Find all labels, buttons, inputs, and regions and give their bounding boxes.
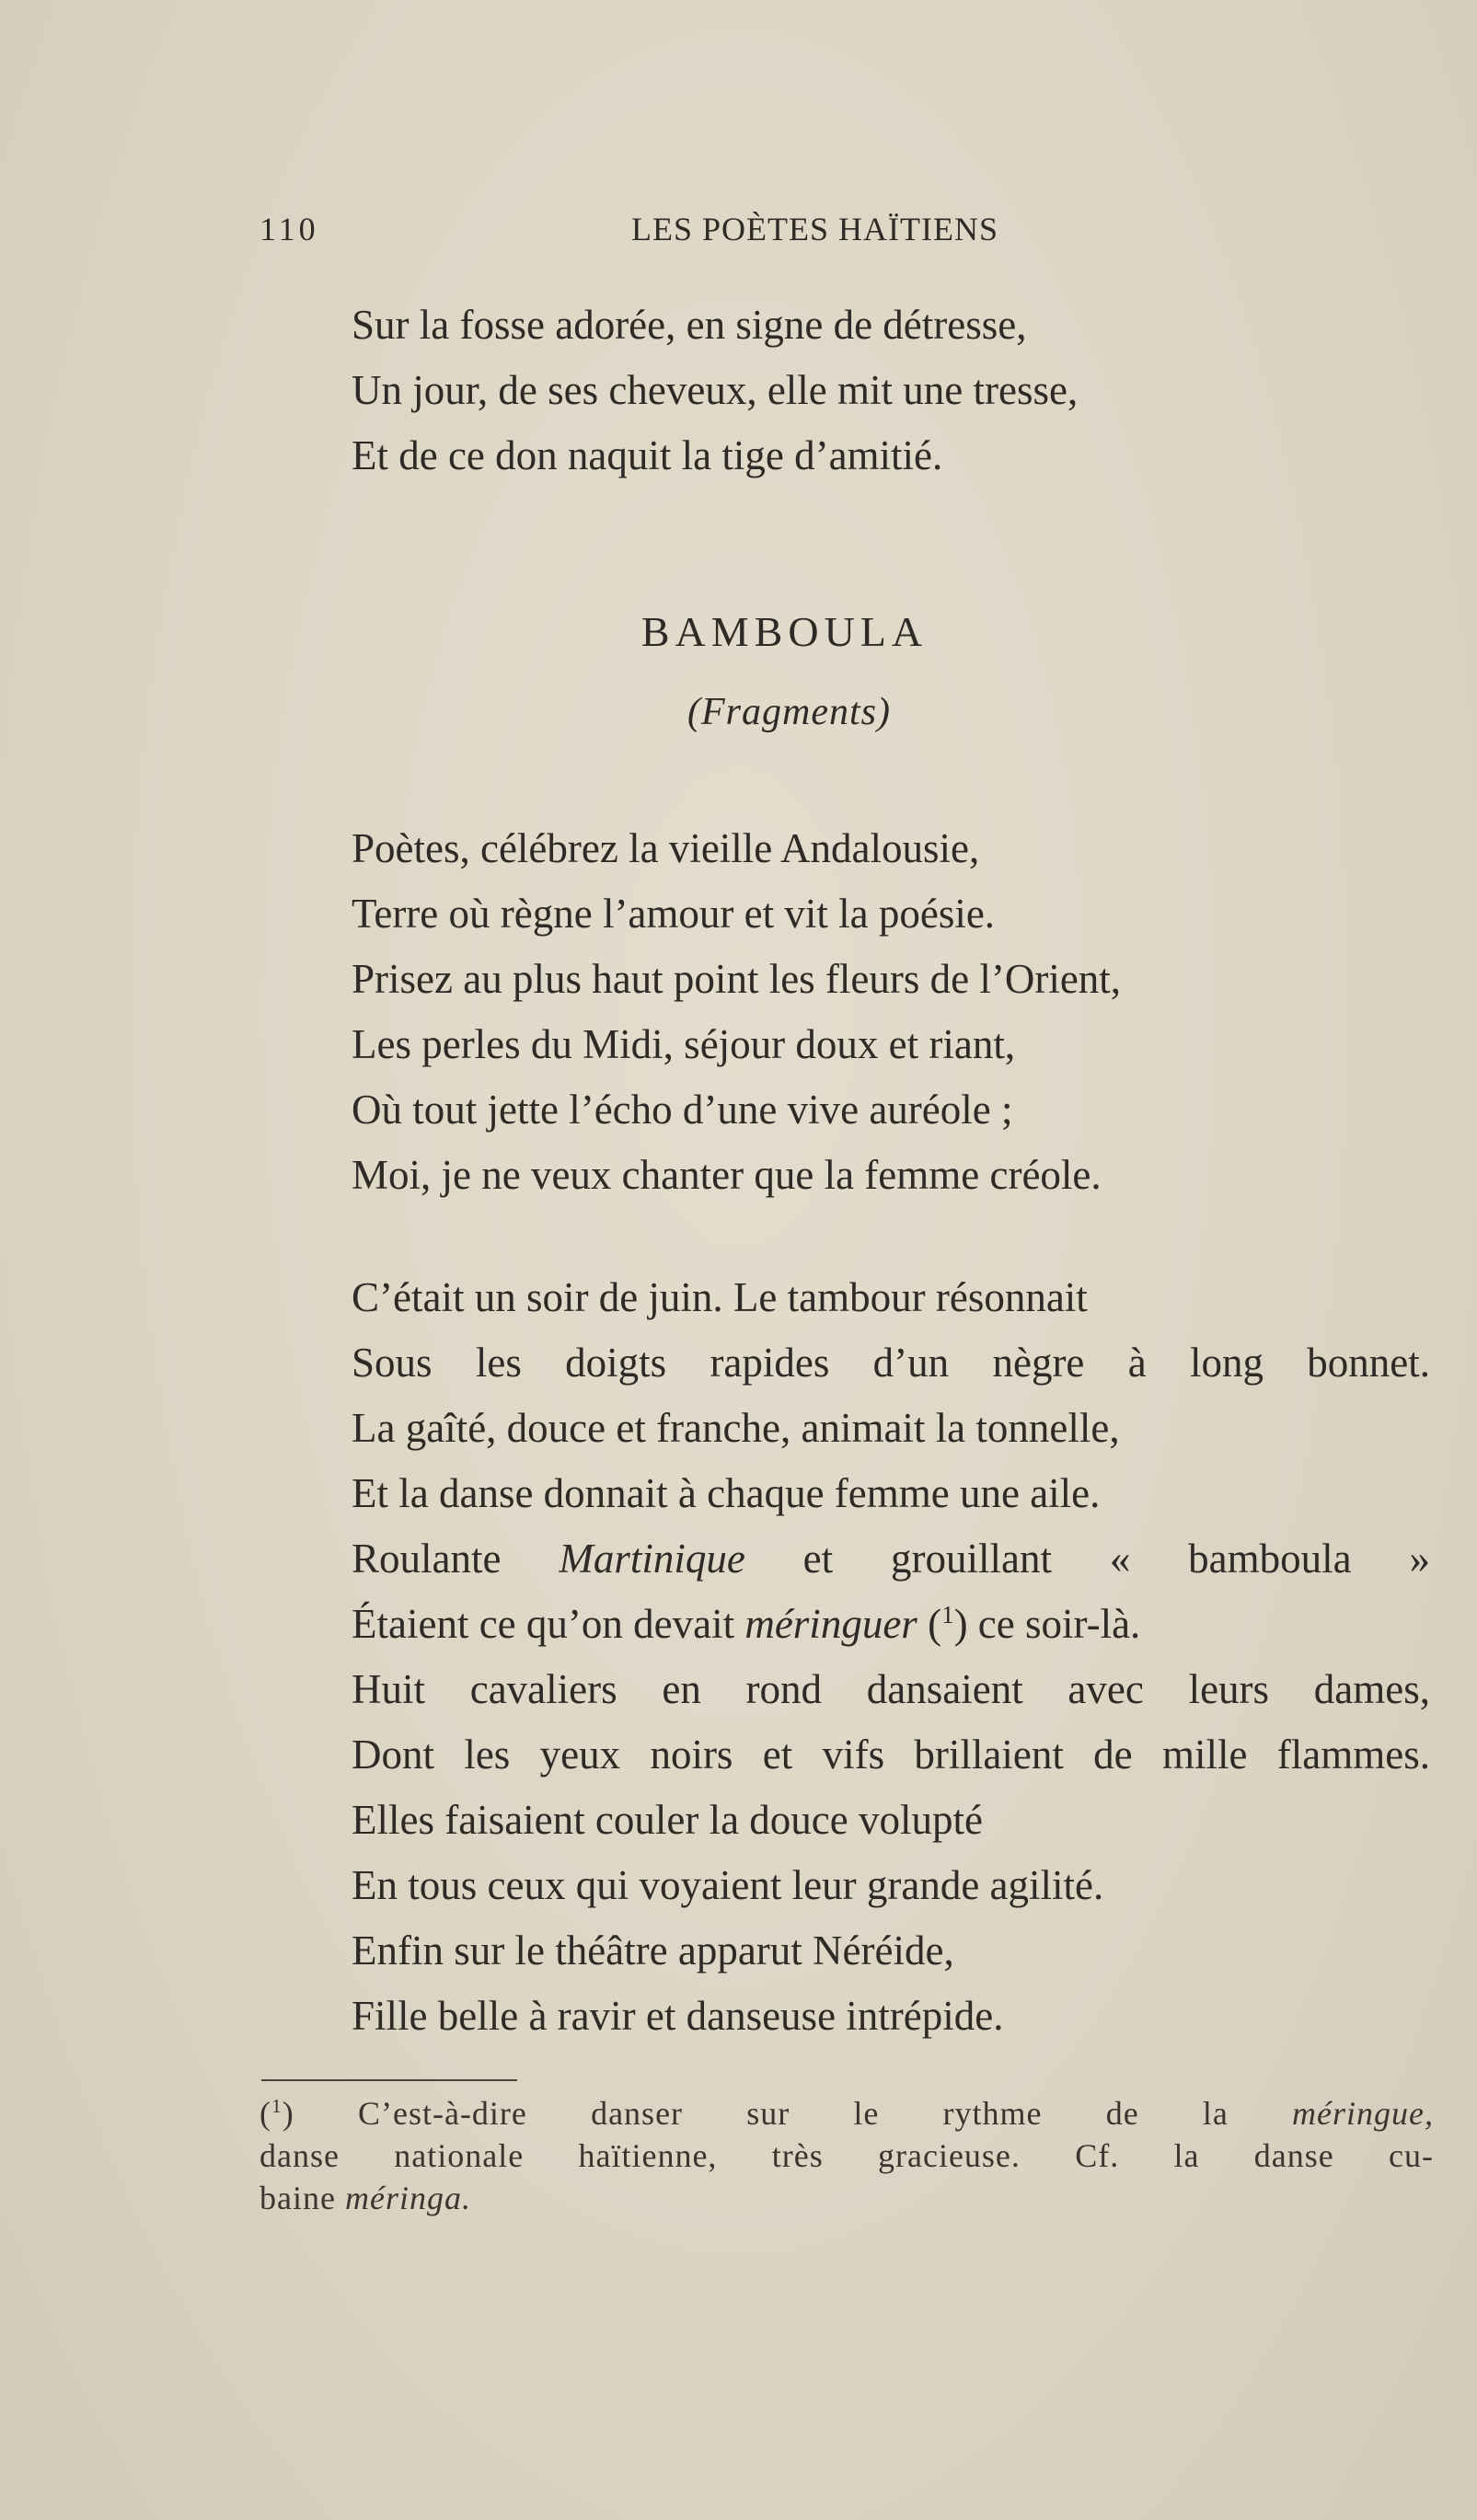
verse-line: Dont les yeux noirs et vifs brillaient de mille flammes. [352, 1732, 1430, 1778]
italic-term: méringuer [744, 1601, 917, 1647]
page-header [260, 210, 1364, 254]
verse-line: Sur la fosse adorée, en signe de détresse, [352, 302, 1027, 348]
verse-line [352, 1592, 1430, 1657]
verse-text: et grouillant « bamboula » [802, 1536, 1430, 1582]
footnote-text: baine [260, 2180, 336, 2216]
footnote-text: C’est-à-dire danser sur le rythme de la [357, 2095, 1229, 2132]
footnote-divider [261, 2079, 517, 2081]
verse-line: Elles faisaient couler la douce volupté [352, 1797, 983, 1843]
footnote [260, 2092, 1434, 2219]
footnote-line [260, 2177, 1434, 2219]
running-head: LES POÈTES HAÏTIENS [631, 211, 998, 247]
verse-line: Prisez au plus haut point les fleurs de l’Orient, [352, 956, 1122, 1002]
verse-line: Fille belle à ravir et danseuse intrépide. [352, 1993, 1004, 2039]
italic-term: méringue, [1292, 2095, 1435, 2132]
verse-line: Et la danse donnait à chaque femme une aile. [352, 1470, 1101, 1516]
page-number: 110 [260, 211, 319, 247]
verse-line: Enfin sur le théâtre apparut Néréide, [352, 1927, 954, 1973]
footnote-ref-open: ( [928, 1601, 942, 1647]
verse-line: Terre où règne l’amour et vit la poésie. [352, 891, 996, 937]
verse-text: ) ce soir-là. [953, 1601, 1141, 1647]
poem-title: BAMBOULA [640, 608, 929, 655]
verse-line: Poètes, célébrez la vieille Andalousie, [352, 825, 980, 871]
verse-line [352, 1526, 1430, 1592]
stanza-3 [352, 1265, 1430, 2049]
verse-line: C’était un soir de juin. Le tambour résonnait [352, 1274, 1088, 1320]
poem-subtitle: (Fragments) [687, 691, 891, 733]
verse-line: Sous les doigts rapides d’un nègre à long bonnet. [352, 1340, 1430, 1386]
verse-line: En tous ceux qui voyaient leur grande agilité. [352, 1862, 1104, 1908]
italic-term: méringa. [344, 2180, 471, 2216]
verse-line: La gaîté, douce et franche, animait la tonnelle, [352, 1405, 1120, 1451]
verse-line: Où tout jette l’écho d’une vive auréole ; [352, 1087, 1013, 1133]
footnote-mark-close: ) [282, 2095, 294, 2132]
footnote-ref-number: 1 [941, 1601, 954, 1628]
stanza-1 [352, 293, 1078, 489]
verse-line: Et de ce don naquit la tige d’amitié. [352, 432, 943, 478]
italic-term: Martinique [559, 1536, 745, 1582]
verse-text: Étaient ce qu’on devait [352, 1601, 735, 1647]
footnote-mark-open: ( [260, 2095, 271, 2132]
verse-text: Roulante [352, 1536, 502, 1582]
stanza-2 [352, 816, 1121, 1208]
footnote-line [260, 2092, 1434, 2135]
verse-line: Huit cavaliers en rond dansaient avec leurs dames, [352, 1666, 1430, 1712]
verse-line: Les perles du Midi, séjour doux et riant, [352, 1021, 1016, 1067]
footnote-line: danse nationale haïtienne, très gracieuse. Cf. la danse cu- [260, 2137, 1434, 2174]
verse-line: Un jour, de ses cheveux, elle mit une tresse, [352, 367, 1079, 413]
verse-line: Moi, je ne veux chanter que la femme créole. [352, 1152, 1102, 1198]
footnote-mark-number: 1 [271, 2095, 283, 2117]
